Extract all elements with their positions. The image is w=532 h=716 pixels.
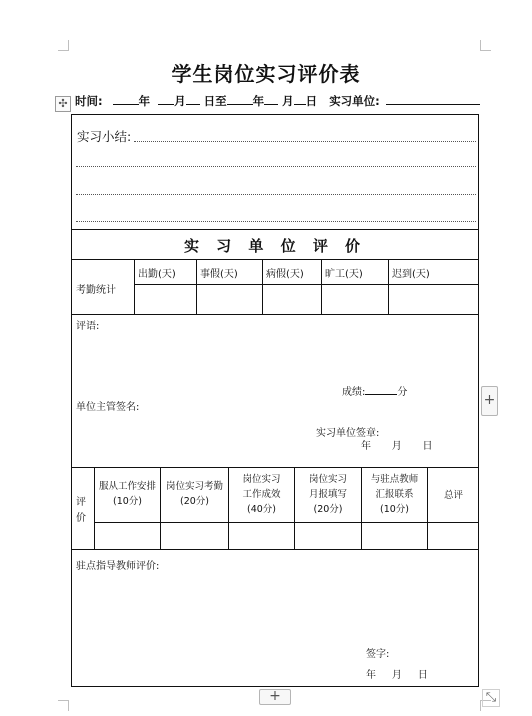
comment-label: 评语: (76, 321, 100, 332)
teacher-evaluation-label: 驻点指导教师评价: (76, 561, 160, 572)
end-day-blank (294, 93, 306, 105)
scoring-col-line: 月报填写 (308, 489, 347, 500)
unit-date-day: 日 (422, 441, 433, 452)
unit-date-month: 月 (391, 441, 402, 452)
attendance-label: 考勤统计 (76, 285, 116, 296)
summary-dotted-line (76, 166, 476, 167)
score-blank (365, 385, 397, 395)
teacher-date-month: 月 (391, 670, 402, 681)
teacher-sign-label: 签字: (366, 649, 390, 660)
time-label: 时间: (75, 94, 103, 108)
unit-seal-label: 实习单位签章: (316, 428, 380, 439)
summary-dotted-line (76, 221, 476, 222)
section-title: 实 习 单 位 评 价 (183, 237, 367, 255)
col-divider (321, 259, 322, 314)
start-month-label: 月 (174, 94, 186, 108)
scoring-col-overall (428, 488, 479, 503)
table-resize-handle-icon[interactable]: ⤡ (482, 689, 500, 707)
start-month-blank (158, 93, 174, 105)
header-line (75, 93, 480, 109)
start-year-label: 年 (138, 94, 151, 108)
scoring-col-line: (20分) (313, 504, 343, 515)
scoring-col-line: (40分) (246, 504, 276, 515)
supervisor-signature-label: 单位主管签名: (76, 402, 140, 413)
row-divider (94, 522, 479, 523)
col-divider (388, 259, 389, 314)
row-divider (71, 259, 479, 260)
scoring-col-obedience (95, 479, 160, 509)
row-divider (71, 229, 479, 230)
document-title: 学生岗位实习评价表 (171, 62, 361, 86)
scoring-col-line: (10分) (379, 504, 409, 515)
col-divider (134, 259, 135, 314)
start-day-blank (186, 93, 200, 105)
scoring-col-line: 汇报联系 (375, 489, 414, 500)
scoring-col-line: (20分) (179, 496, 209, 507)
crop-mark-top-left (58, 40, 69, 51)
scoring-col-line: 岗位实习 (308, 474, 347, 485)
score-label-text: 成绩: (342, 387, 366, 398)
attendance-col-present: 出勤(天) (138, 269, 176, 280)
scoring-col-line: 岗位实习考勤 (165, 481, 223, 492)
scoring-col-teacher-contact (362, 472, 427, 517)
summary-label: 实习小结: (77, 129, 132, 144)
scoring-col-line: 服从工作安排 (98, 481, 156, 492)
attendance-col-absent: 旷工(天) (325, 269, 363, 280)
scoring-col-monthly-report (295, 472, 361, 517)
crop-mark-bottom-left (58, 700, 69, 711)
end-month-label: 月 (282, 94, 294, 108)
row-divider (134, 284, 479, 285)
start-year-blank (113, 93, 139, 105)
teacher-date (366, 666, 428, 681)
scoring-col-attendance (161, 479, 228, 509)
unit-date (361, 437, 432, 452)
scoring-col-line: 岗位实习 (242, 474, 281, 485)
row-divider (71, 467, 479, 468)
add-column-button[interactable]: + (481, 386, 498, 416)
attendance-col-sick-leave: 病假(天) (266, 269, 304, 280)
scoring-col-performance (229, 472, 294, 517)
end-day-label: 日 (305, 94, 318, 108)
col-divider (427, 467, 428, 549)
attendance-col-late: 迟到(天) (392, 269, 430, 280)
end-month-blank (264, 93, 278, 105)
table-move-handle-icon[interactable]: ✣ (55, 96, 71, 112)
attendance-col-personal-leave: 事假(天) (200, 269, 238, 280)
teacher-date-day: 日 (417, 670, 428, 681)
scoring-col-line: 与驻点教师 (370, 474, 419, 485)
scoring-row-label: 价 (76, 513, 86, 524)
col-divider (262, 259, 263, 314)
scoring-col-line: 工作成效 (242, 489, 281, 500)
summary-dotted-line (134, 141, 476, 142)
unit-date-year: 年 (361, 441, 371, 452)
teacher-date-year: 年 (366, 670, 376, 681)
unit-label: 实习单位: (329, 94, 380, 108)
unit-blank (386, 93, 480, 105)
summary-dotted-line (76, 194, 476, 195)
col-divider (196, 259, 197, 314)
score-label (342, 383, 407, 398)
end-year-label: 年 (252, 94, 265, 108)
crop-mark-top-right (480, 40, 491, 51)
row-divider (71, 549, 479, 550)
scoring-col-line: 总评 (443, 490, 463, 501)
row-divider (71, 314, 479, 315)
end-year-blank (227, 93, 253, 105)
day-to-label: 日至 (203, 94, 227, 108)
scoring-col-line: (10分) (112, 496, 142, 507)
add-row-button[interactable]: + (259, 689, 291, 705)
scoring-row-label: 评 (76, 497, 86, 508)
score-unit: 分 (397, 387, 408, 398)
